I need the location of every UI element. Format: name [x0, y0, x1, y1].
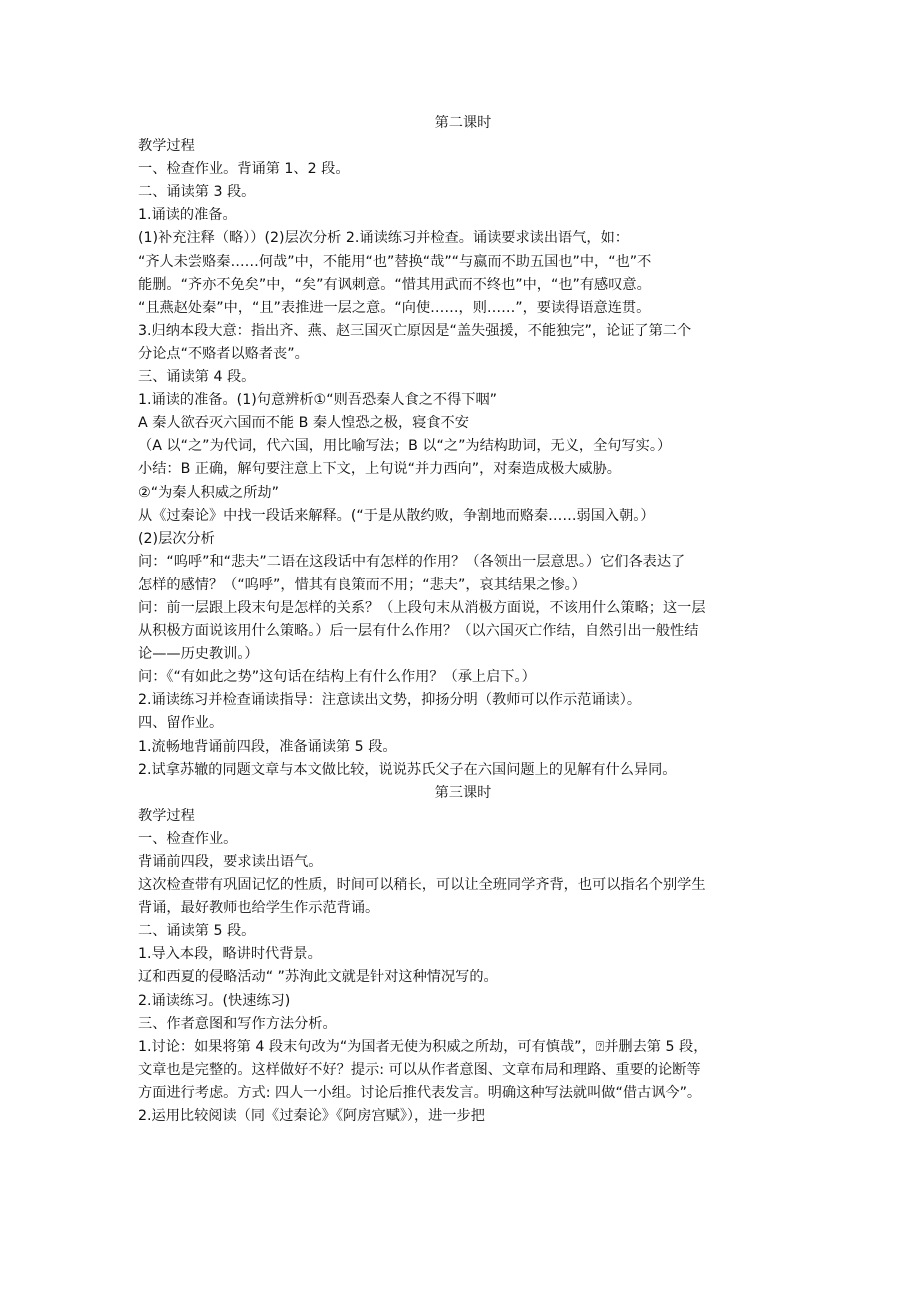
- paragraph-line: 教学过程: [138, 138, 195, 155]
- document-page: [138, 112, 788, 1128]
- paragraph-line: (2)层次分析: [138, 530, 215, 547]
- paragraph-line: 三、诵读第 4 段。: [138, 369, 256, 386]
- paragraph-line: 背诵前四段，要求读出语气。: [138, 854, 323, 870]
- paragraph-line: “且燕赵处秦”中，“且”表推进一层之意。“向使……，则……”，要读得语意连贯。: [138, 299, 651, 316]
- paragraph-line: 问：“呜呼”和“悲夫”二语在这段话中有怎样的作用？（各领出一层意思。）它们各表达了: [138, 553, 686, 570]
- paragraph-line: A 秦人欲吞灭六国而不能 B 秦人惶恐之极，寝食不安: [138, 415, 469, 432]
- paragraph-line: ②“为秦人积威之所劫”: [138, 484, 279, 501]
- lesson3-body: [138, 805, 788, 1128]
- paragraph-line: 问：《“有如此之势”这句话在结构上有什么作用？（承上启下。）: [138, 669, 536, 686]
- paragraph-line: 3.归纳本段大意：指出齐、燕、赵三国灭亡原因是“盖失强援，不能独完”，论证了第二个: [138, 322, 692, 339]
- paragraph-line: 四、留作业。: [138, 715, 224, 732]
- paragraph-line: 2.诵读练习。(快速练习): [138, 992, 291, 1009]
- paragraph-line: 1.诵读的准备。: [138, 207, 237, 224]
- paragraph-line: 一、检查作业。: [138, 830, 238, 847]
- paragraph-line: 一、检查作业。背诵第 1、2 段。: [138, 161, 350, 178]
- paragraph-line: 分论点“不赂者以赂者丧”。: [138, 345, 309, 362]
- paragraph-line: 这次检查带有巩固记忆的性质，时间可以稍长，可以让全班同学齐背，也可以指名个别学生: [138, 877, 706, 894]
- paragraph-line: 2.诵读练习并检查诵读指导：注意读出文势，抑扬分明（教师可以作示范诵读）。: [138, 692, 642, 709]
- paragraph-line: 1.流畅地背诵前四段，准备诵读第 5 段。: [138, 738, 397, 755]
- paragraph-line: 1.讨论：如果将第 4 段末句改为“为国者无使为积威之所劫，可有慎哉”，⍰并删去第 5 段，: [138, 1038, 708, 1055]
- paragraph-line: 教学过程: [138, 807, 195, 824]
- paragraph-line: 2.运用比较阅读（同《过秦论》《阿房宫赋》），进一步把: [138, 1108, 485, 1125]
- paragraph-line: 怎样的感情？（“呜呼”，惜其有良策而不用；“悲夫”，哀其结果之惨。）: [138, 576, 586, 593]
- paragraph-line: 二、诵读第 5 段。: [138, 923, 256, 940]
- paragraph-line: (1)补充注释（略））(2)层次分析 2.诵读练习并检查。诵读要求读出语气，如：: [138, 230, 629, 247]
- paragraph-line: 问：前一层跟上段末句是怎样的关系？（上段句末从消极方面说，不该用什么策略；这一层: [138, 599, 706, 616]
- paragraph-line: 从积极方面说该用什么策略。）后一层有什么作用？（以六国灭亡作结，自然引出一般性结: [138, 623, 699, 640]
- paragraph-line: 二、诵读第 3 段。: [138, 184, 256, 201]
- paragraph-line: 论——历史教训。）: [138, 646, 259, 663]
- paragraph-line: 2.试拿苏辙的同题文章与本文做比较，说说苏氏父子在六国问题上的见解有什么异同。: [138, 761, 677, 778]
- lesson2-body: [138, 135, 788, 782]
- paragraph-line: 小结：B 正确，解句要注意上下文，上句说“并力西向”，对秦造成极大威胁。: [138, 461, 621, 478]
- paragraph-line: 能删。“齐亦不免矣”中，“矣”有讽刺意。“惜其用武而不终也”中，“也”有感叹意。: [138, 276, 651, 293]
- paragraph-line: 从《过秦论》中找一段话来解释。(“于是从散约败，争割地而赂秦……弱国入朝。）: [138, 507, 655, 524]
- paragraph-line: “齐人未尝赂秦……何哉”中，不能用“也”替换“哉”“与嬴而不助五国也”中，“也”不: [138, 253, 652, 270]
- lesson2-heading: 第二课时: [434, 115, 492, 131]
- paragraph-line: 辽和西夏的侵略活动“ ”苏洵此文就是针对这种情况写的。: [138, 969, 498, 986]
- paragraph-line: 背诵，最好教师也给学生作示范背诵。: [138, 900, 380, 917]
- paragraph-line: （A 以“之”为代词，代六国，用比喻写法；B 以“之”为结构助词，无义，全句写实。）: [138, 438, 672, 455]
- paragraph-line: 三、作者意图和写作方法分析。: [138, 1015, 337, 1032]
- paragraph-line: 文章也是完整的。这样做好不好？提示: 可以从作者意图、文章布局和理路、重要的论断等: [138, 1061, 701, 1078]
- paragraph-line: 方面进行考虑。方式: 四人一小组。讨论后推代表发言。明确这种写法就叫做“借古讽今”。: [138, 1084, 702, 1101]
- paragraph-line: 1.诵读的准备。(1)句意辨析①“则吾恐秦人食之不得下咽”: [138, 392, 497, 409]
- paragraph-line: 1.导入本段，略讲时代背景。: [138, 946, 322, 963]
- lesson3-heading: 第三课时: [434, 784, 492, 801]
